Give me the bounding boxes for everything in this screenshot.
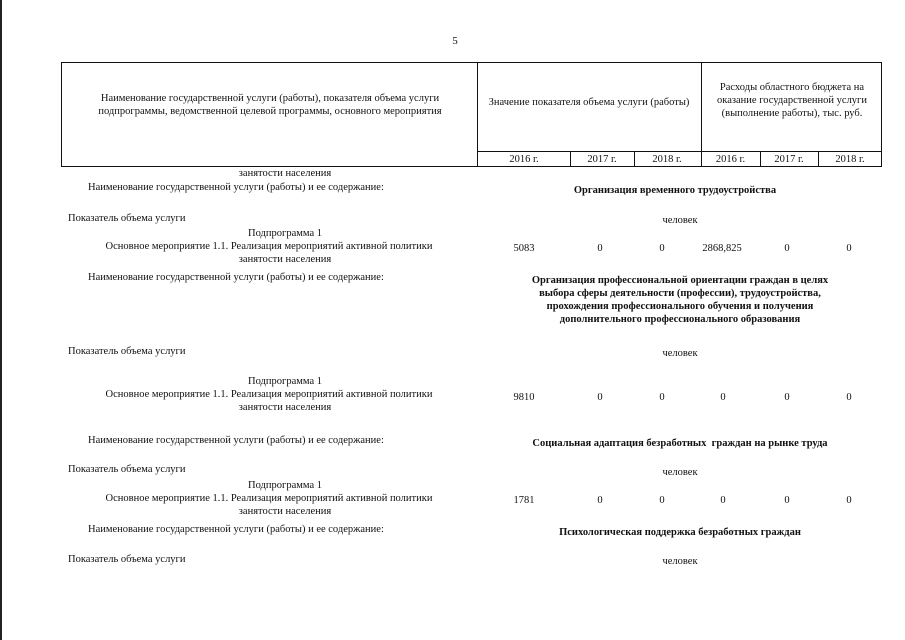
- service-name: Организация профессиональной ориентации граждан в целях выбора сферы деятельности (профессии), трудоустройства, прохождения профессионального обучения и получения дополнительного профессионального образования: [531, 275, 829, 325]
- subprogram: Подпрограмма 1: [248, 480, 322, 491]
- value-cell: 0: [659, 243, 665, 254]
- value-cell: 0: [784, 392, 790, 403]
- value-cell: 0: [597, 495, 603, 506]
- service-label: Наименование государственной услуги (работы) и ее содержание:: [88, 272, 384, 283]
- value-cell: 0: [846, 495, 852, 506]
- value-cell: 2868,825: [702, 243, 742, 254]
- unit: человек: [662, 348, 698, 359]
- measure-line: занятости населения: [238, 402, 332, 413]
- indicator-label: Показатель объема услуги: [68, 213, 186, 224]
- indicator-label: Показатель объема услуги: [68, 464, 186, 475]
- continued-text: занятости населения: [238, 168, 332, 179]
- measure-line: Основное мероприятие 1.1. Реализация мероприятий активной политики: [105, 493, 433, 504]
- value-cell: 1781: [513, 495, 535, 506]
- value-cell: 0: [659, 392, 665, 403]
- unit: человек: [662, 467, 698, 478]
- service-name: Организация временного трудоустройства: [573, 185, 777, 196]
- value-cell: 0: [597, 392, 603, 403]
- measure-line: Основное мероприятие 1.1. Реализация мероприятий активной политики: [105, 389, 433, 400]
- value-cell: 0: [784, 243, 790, 254]
- scan-left-edge: [0, 0, 2, 640]
- indicator-label: Показатель объема услуги: [68, 346, 186, 357]
- measure-line: Основное мероприятие 1.1. Реализация мероприятий активной политики: [105, 241, 433, 252]
- header-year: 2016 г.: [509, 154, 539, 165]
- header-year: 2018 г.: [835, 154, 865, 165]
- value-cell: 0: [784, 495, 790, 506]
- subprogram: Подпрограмма 1: [248, 228, 322, 239]
- value-cell: 0: [846, 392, 852, 403]
- page-number: 5: [452, 35, 458, 47]
- unit: человек: [662, 556, 698, 567]
- value-cell: 0: [720, 392, 726, 403]
- measure-line: занятости населения: [238, 254, 332, 265]
- header-col-expenses: Расходы областного бюджета на оказание государственной услуги (выполнение работы), тыс. руб.: [717, 82, 867, 119]
- header-year: 2018 г.: [652, 154, 682, 165]
- value-cell: 0: [597, 243, 603, 254]
- header-year: 2016 г.: [715, 154, 746, 165]
- value-cell: 0: [720, 495, 726, 506]
- header-col-volume: Значение показателя объема услуги (работы): [488, 97, 690, 108]
- service-name: Психологическая поддержка безработных граждан: [559, 527, 801, 538]
- indicator-label: Показатель объема услуги: [68, 554, 186, 565]
- header-col-name: Наименование государственной услуги (работы), показателя объема услуги подпрограммы, ведомственной целевой программы, основного мероприятия: [98, 93, 442, 117]
- measure-line: занятости населения: [238, 506, 332, 517]
- value-cell: 0: [846, 243, 852, 254]
- table-header: [61, 62, 882, 167]
- unit: человек: [662, 215, 698, 226]
- subprogram: Подпрограмма 1: [248, 376, 322, 387]
- service-label: Наименование государственной услуги (работы) и ее содержание:: [88, 524, 384, 535]
- value-cell: 5083: [513, 243, 535, 254]
- value-cell: 9810: [513, 392, 535, 403]
- header-year: 2017 г.: [774, 154, 804, 165]
- header-year: 2017 г.: [587, 154, 617, 165]
- service-label: Наименование государственной услуги (работы) и ее содержание:: [88, 182, 384, 193]
- service-name: Социальная адаптация безработных граждан на рынке труда: [532, 438, 828, 449]
- service-label: Наименование государственной услуги (работы) и ее содержание:: [88, 435, 384, 446]
- value-cell: 0: [659, 495, 665, 506]
